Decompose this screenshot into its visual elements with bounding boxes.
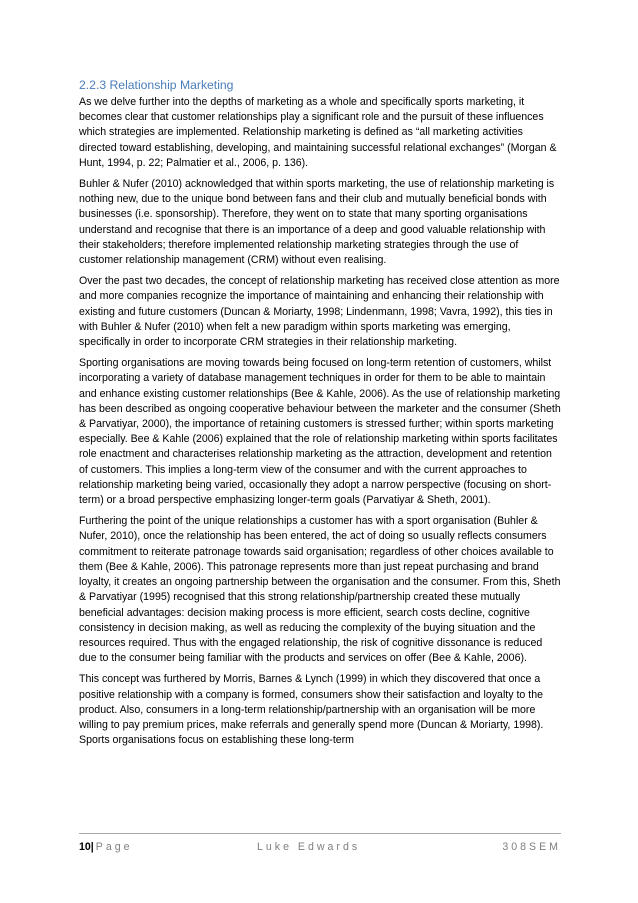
footer-page-number: 10|: [79, 841, 94, 853]
footer-page-word: Page: [95, 841, 133, 853]
paragraph-1: As we delve further into the depths of marketing as a whole and specifically sports marketing, it becomes clear that customer relationships play a significant role and the pursuit of these influences which strategies are implemented. Relationship marketing is defined as “all marketing activities directed toward establishing, developing, and maintaining successful relational exchanges” (Morgan & Hunt, 1994, p. 22; Palmatier et al., 2006, p. 136).: [79, 96, 557, 169]
paragraph-4: Sporting organisations are moving towards being focused on long-term retention of customers, whilst incorporating a variety of database management techniques in order for them to be able to maintain and enhance existing customer relationships (Bee & Kahle, 2006). As the use of relationship marketing has been described as ongoing cooperative behaviour between the marketer and the consumer (Sheth & Parvatiyar, 2000), the importance of retaining customers is stressed further; within sports marketing especially. Bee & Kahle (2006) explained that the role of relationship marketing within sports facilitates role enactment and characterises relationship marketing as the attraction, development and retention of customers. This implies a long-term view of the consumer and with the current approaches to relationship marketing being varied, occasionally they adopt a narrow perspective (focusing on short-term) or a broad perspective emphasizing longer-term goals (Parvatiyar & Sheth, 2001).: [79, 357, 561, 507]
footer-author: Luke Edwards: [257, 841, 361, 853]
paragraph-5: Furthering the point of the unique relationships a customer has with a sport organisation (Buhler & Nufer, 2010), once the relationship has been entered, the act of doing so usually reflects consumers commitment to reiterate patronage towards said organisation; regardless of other choices available to them (Bee & Kahle, 2006). This patronage represents more than just repeat purchasing and brand loyalty, it creates an ongoing partnership between the organisation and the consumer. From this, Sheth & Parvatiyar (1995) recognised that this strong relationship/partnership created these mutually beneficial advantages: decision making process is more efficient, search costs decline, cognitive consistency in decision making, as well as reducing the complexity of the buying situation and the resources required. Thus with the engaged relationship, the risk of cognitive dissonance is reduced due to the consumer being familiar with the products and services on offer (Bee & Kahle, 2006).: [79, 515, 561, 665]
paragraph-3: Over the past two decades, the concept of relationship marketing has received close attention as more and more companies recognize the importance of maintaining and enhancing their relationship with existing and future customers (Duncan & Moriarty, 1998; Lindenmann, 1998; Vavra, 1992), this ties in with Buhler & Nufer (2010) when felt a new paradigm within sports marketing was emerging, specifically in order to incorporate CRM strategies in their relationship marketing.: [79, 275, 560, 349]
footer-page-label: [79, 841, 133, 853]
paragraph-6: This concept was furthered by Morris, Barnes & Lynch (1999) in which they discovered that once a positive relationship with a company is formed, consumers show their satisfaction and loyalty to the product. Also, consumers in a long-term relationship/partnership with an organisation will be more willing to pay premium prices, make referrals and generally spend more (Duncan & Moriarty, 1998). Sports organisations focus on establishing these long-term: [79, 673, 544, 747]
section-heading: 2.2.3 Relationship Marketing: [79, 78, 234, 92]
page-footer: [79, 833, 561, 856]
footer-course-code: 308SEM: [502, 841, 561, 853]
page-content: [79, 78, 561, 754]
paragraph-2: Buhler & Nufer (2010) acknowledged that within sports marketing, the use of relationship marketing is nothing new, due to the unique bond between fans and their club and mutually beneficial bonds with businesses (i.e. sponsorship). Therefore, they went on to state that many sporting organisations understand and recognise that there is an importance of a deep and good valuable relationship with their stakeholders; therefore implemented relationship marketing strategies through the use of customer relationship management (CRM) without even realising.: [79, 178, 555, 267]
